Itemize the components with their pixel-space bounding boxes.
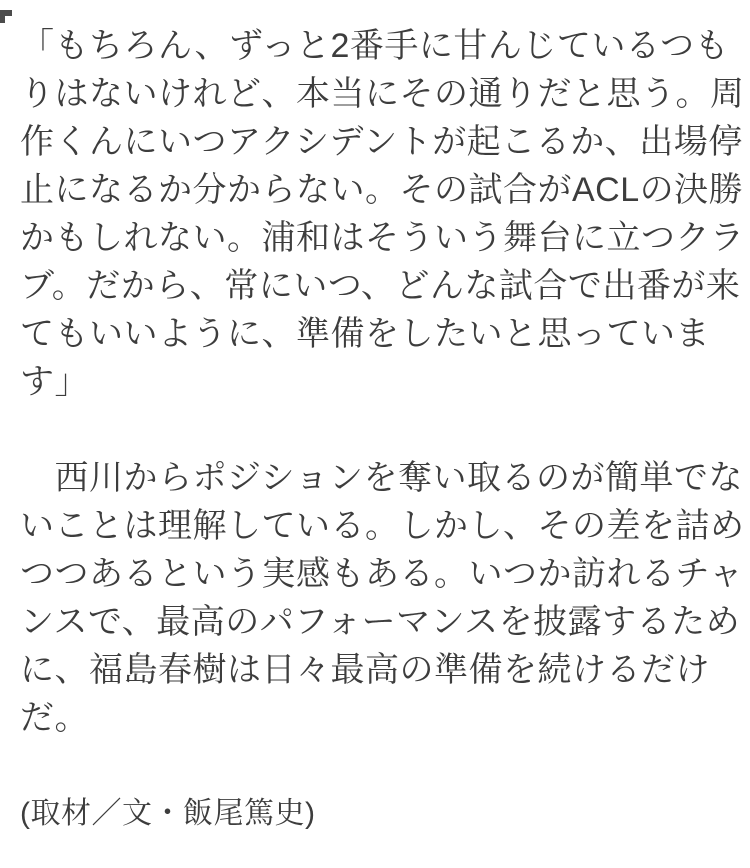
text-line: いことは理解している。しかし、その差を詰め bbox=[20, 507, 745, 545]
text-line: 止になるか分からない。その試合がACLの決勝 bbox=[20, 171, 744, 209]
text-line: す」 bbox=[20, 363, 89, 401]
text-line: だ。 bbox=[20, 699, 89, 737]
body-paragraph bbox=[20, 454, 745, 742]
text-line: 「もちろん、ずっと2番手に甘んじているつも bbox=[20, 27, 730, 65]
text-line: つつあるという実感もある。いつか訪れるチャ bbox=[20, 555, 744, 593]
text-line: てもいいように、準備をしたいと思っていま bbox=[20, 315, 710, 353]
text-line: に、福島春樹は日々最高の準備を続けるだけ bbox=[20, 651, 710, 689]
text-line: りはないけれど、本当にその通りだと思う。周 bbox=[20, 75, 745, 113]
text-line: 西川からポジションを奪い取るのが簡単でな bbox=[20, 459, 743, 497]
text-line: ブ。だから、常にいつ、どんな試合で出番が来 bbox=[20, 267, 741, 305]
text-line: 作くんにいつアクシデントが起こるか、出場停 bbox=[20, 123, 743, 161]
quote-paragraph bbox=[20, 22, 745, 406]
text-line: かもしれない。浦和はそういう舞台に立つクラ bbox=[20, 219, 745, 257]
credit-line: (取材／文・飯尾篤史) bbox=[20, 797, 316, 830]
text-line: ンスで、最高のパフォーマンスを披露するため bbox=[20, 603, 741, 641]
